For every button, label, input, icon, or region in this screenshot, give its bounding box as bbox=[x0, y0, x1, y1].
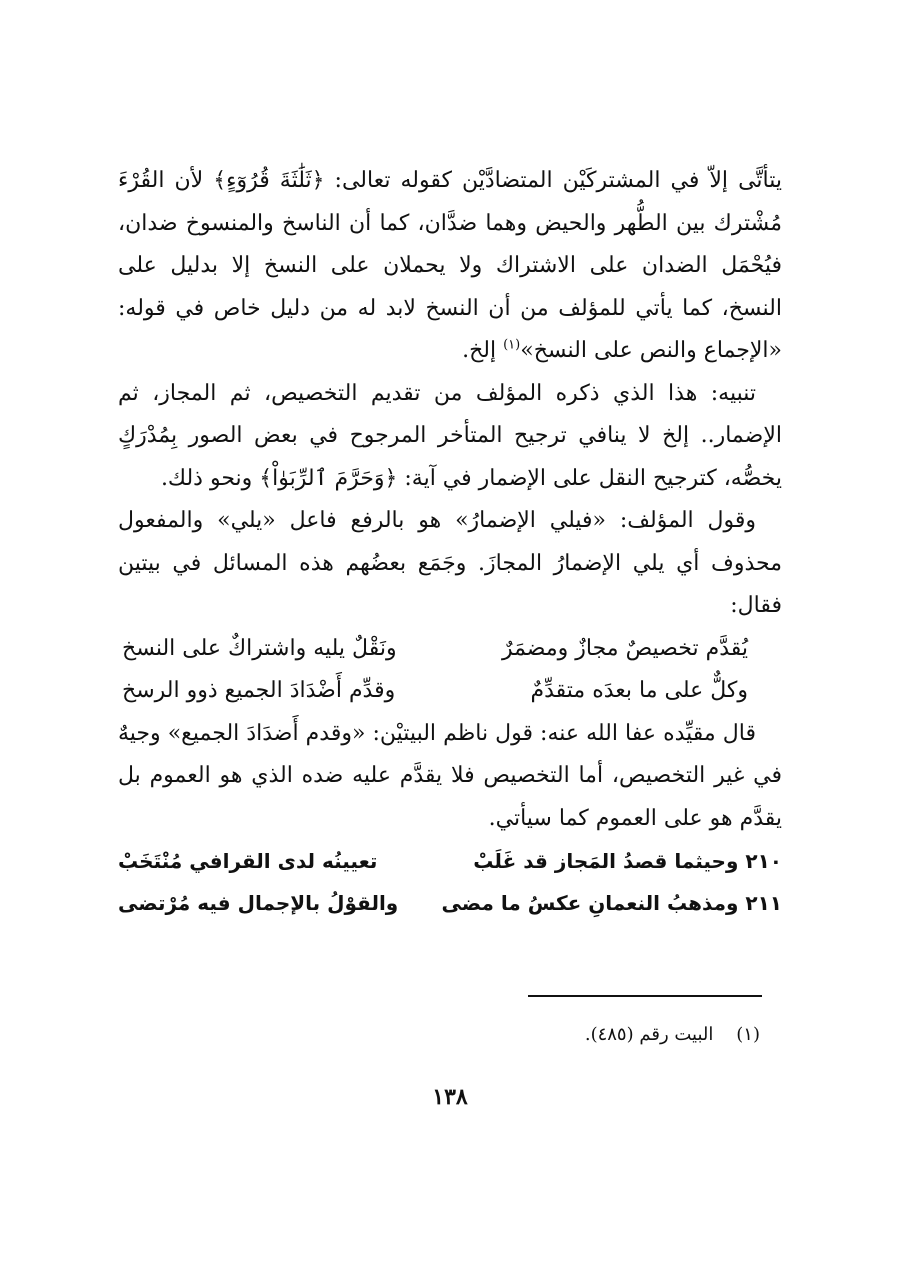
matn-line-211-number: ٢١١ bbox=[745, 891, 782, 915]
matn-line-210-second-hemistich: تعيينُه لدى القرافي مُنْتَخَبْ bbox=[118, 849, 378, 873]
matn-line-211-first-hemistich: ومذهبُ النعمانِ عكسُ ما مضى bbox=[441, 891, 739, 915]
quran-verse-1: ﴿ثَلَٰثَةَ قُرُوٓءٍ﴾ bbox=[213, 168, 325, 193]
page-number: ١٣٨ bbox=[432, 1084, 468, 1110]
matn-line-210-first bbox=[473, 840, 782, 882]
footnote-separator bbox=[528, 995, 762, 997]
footnote bbox=[360, 1022, 760, 1048]
matn-line-210 bbox=[118, 840, 782, 882]
matn-line-210-number: ٢١٠ bbox=[745, 849, 782, 873]
poem-line-1-first-hemistich: يُقدَّم تخصيصٌ مجازٌ ومضمَرٌ bbox=[501, 635, 748, 661]
footnote-reference[interactable]: (١) bbox=[503, 337, 521, 353]
poem-line-2 bbox=[118, 670, 782, 713]
footnote-marker: (١) bbox=[736, 1024, 760, 1045]
paragraph-4: قال مقيِّده عفا الله عنه: قول ناظم البيتيْن: «وقدم أَضدَادَ الجميع» وجيهٌ في غير التخصيص، أما التخصيص فلا يقدَّم عليه ضده الذي هو العموم بل يقدَّم هو على العموم كما سيأتي. bbox=[118, 720, 782, 831]
paragraph-1-text-b: لأن القُرْءَ مُشْترك بين الطُّهر والحيض وهما ضدَّان، كما أن الناسخ والمنسوخ ضدان، فيُحْمَل الضدان على الاشتراك ولا يحملان على النسخ إلا بدليل على النسخ، كما يأتي للمؤلف من أن النسخ لابد له من دليل خاص في قوله: «الإجماع والنص على النسخ» bbox=[118, 168, 783, 363]
matn-verses bbox=[118, 840, 782, 924]
matn-line-211-second-hemistich: والقوْلُ بالإجمال فيه مُرْتضى bbox=[118, 891, 399, 915]
paragraph-tanbih bbox=[118, 373, 782, 501]
paragraph-tanbih-text-a: تنبيه: هذا الذي ذكره المؤلف من تقديم التخصيص، ثم المجاز، ثم الإضمار.. إلخ لا ينافي ترجيح المتأخر المرجوح في بعض الصور بِمُدْرَكٍ يخصُّه، كترجيح النقل على الإضمار في آية: bbox=[118, 380, 782, 491]
matn-line-210-first-hemistich: وحيثما قصدُ المَجاز قد غَلَبْ bbox=[473, 849, 739, 873]
poem-line-2-second-hemistich: وقدِّم أَضْدَادَ الجميع ذوو الرسخ bbox=[122, 678, 396, 703]
poem-line-1 bbox=[118, 628, 782, 671]
page-body bbox=[118, 160, 782, 924]
quran-verse-2: ﴿وَحَرَّمَ ٱلرِّبَوٰاْ﴾ bbox=[259, 465, 398, 491]
matn-line-211 bbox=[118, 882, 782, 924]
paragraph-1 bbox=[118, 160, 782, 373]
paragraph-1-text-c: إلخ. bbox=[462, 338, 504, 363]
paragraph-tanbih-text-b: ونحو ذلك. bbox=[160, 465, 260, 491]
poem-line-1-second-hemistich: ونَقْلٌ يليه واشتراكٌ على النسخ bbox=[122, 635, 397, 661]
poem-line-2-first-hemistich: وكلٌّ على ما بعدَه متقدِّمٌ bbox=[530, 678, 748, 703]
paragraph-3: وقول المؤلف: «فيلي الإضمارُ» هو بالرفع فاعل «يلي» والمفعول محذوف أي يلي الإضمارُ المجازَ. وجَمَع بعضُهم هذه المسائل في بيتين فقال: bbox=[118, 508, 782, 618]
paragraph-1-text-a: يتأتَّى إلاّ في المشتركَيْن المتضادَّيْن كقوله تعالى: bbox=[324, 168, 782, 193]
footnote-text: البيت رقم (٤٨٥). bbox=[584, 1024, 714, 1045]
poem bbox=[118, 628, 782, 713]
matn-line-211-first bbox=[442, 882, 782, 924]
